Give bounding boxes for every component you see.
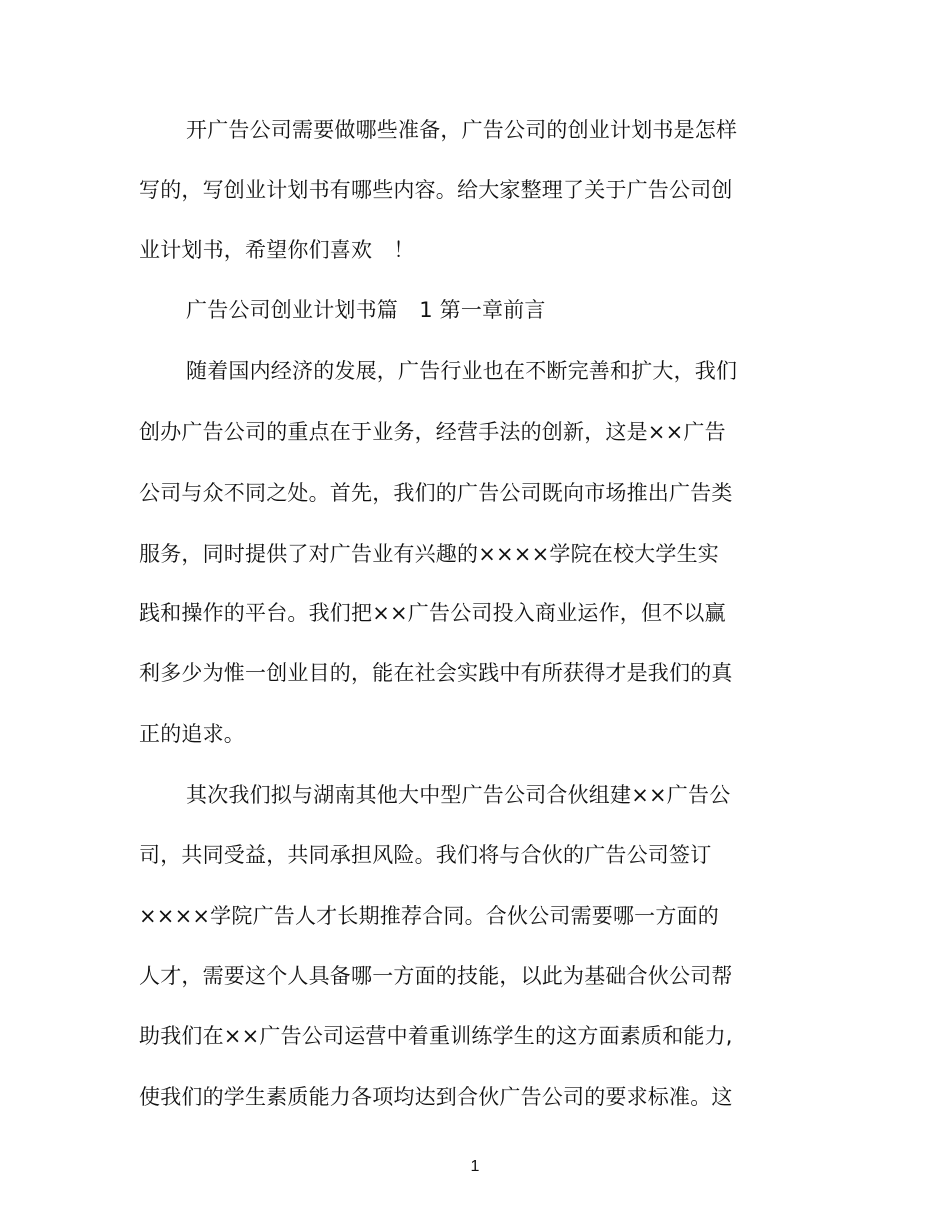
paragraph-line: 服务，同时提供了对广告业有兴趣的××××学院在校大学生实 xyxy=(139,542,719,566)
paragraph-line: 使我们的学生素质能力各项均达到合伙广告公司的要求标准。这 xyxy=(139,1085,733,1109)
paragraph-line: 其次我们拟与湖南其他大中型广告公司合伙组建××广告公 xyxy=(186,783,731,807)
paragraph-line: 人才，需要这个人具备哪一方面的技能，以此为基础合伙公司帮 xyxy=(139,964,733,988)
paragraph-line: 践和操作的平台。我们把××广告公司投入商业运作，但不以赢 xyxy=(139,601,726,625)
paragraph-line: 正的追求。 xyxy=(139,722,245,746)
paragraph-line: 创办广告公司的重点在于业务，经营手法的创新，这是××广告 xyxy=(139,420,726,444)
paragraph-line: 助我们在××广告公司运营中着重训练学生的这方面素质和能力, xyxy=(139,1024,733,1048)
paragraph-line: 公司与众不同之处。首先，我们的广告公司既向市场推出广告类 xyxy=(139,481,733,505)
section-heading: 广告公司创业计划书篇 1 第一章前言 xyxy=(186,298,546,322)
page-number: 1 xyxy=(470,1158,480,1175)
paragraph-line: 开广告公司需要做哪些准备，广告公司的创业计划书是怎样 xyxy=(186,118,738,142)
paragraph-line: 司，共同受益，共同承担风险。我们将与合伙的广告公司签订 xyxy=(139,843,712,867)
paragraph-line: 利多少为惟一创业目的，能在社会实践中有所获得才是我们的真 xyxy=(139,661,733,685)
paragraph-line: 写的，写创业计划书有哪些内容。给大家整理了关于广告公司创 xyxy=(139,178,733,202)
paragraph-line: ××××学院广告人才长期推荐合同。合伙公司需要哪一方面的 xyxy=(139,904,719,928)
paragraph-line: 业计划书，希望你们喜欢 ！ xyxy=(139,238,415,262)
paragraph-line: 随着国内经济的发展，广告行业也在不断完善和扩大，我们 xyxy=(186,359,738,383)
